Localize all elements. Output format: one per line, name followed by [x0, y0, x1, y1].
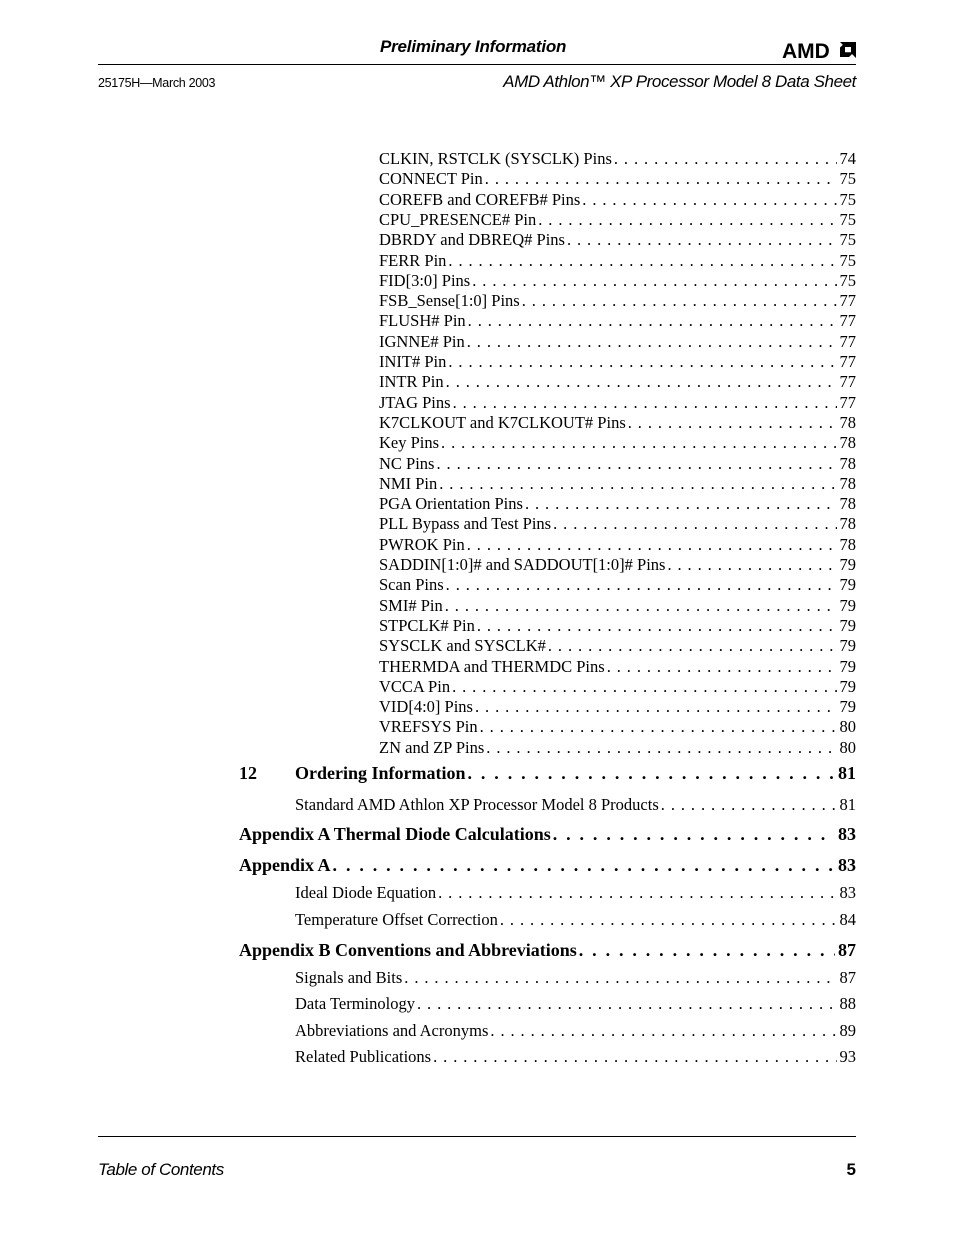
toc-entry[interactable]: [295, 1021, 856, 1041]
dot-leader: [468, 311, 837, 331]
toc-page-number: 79: [839, 575, 856, 595]
toc-entry-text: JTAG Pins: [379, 392, 451, 412]
toc-entry[interactable]: [379, 230, 856, 250]
toc-entry[interactable]: [379, 474, 856, 494]
toc-page-number: 79: [839, 555, 856, 574]
toc-page-number: 78: [839, 534, 856, 554]
dot-leader: [522, 291, 837, 311]
toc-entry[interactable]: [379, 352, 856, 372]
toc-entry[interactable]: [295, 910, 856, 930]
toc-chapter-title: Ordering Information: [295, 763, 466, 783]
toc-entry[interactable]: [379, 535, 856, 555]
toc-entry-text: Appendix A: [239, 855, 331, 875]
toc-entry-text: Appendix B Conventions and Abbreviations: [239, 940, 577, 960]
toc-entry-text: FID[3:0] Pins: [379, 270, 471, 290]
toc-page-number: 81: [838, 763, 856, 783]
toc-chapter[interactable]: [239, 762, 856, 784]
dot-leader: [548, 636, 837, 656]
toc-entry[interactable]: [379, 596, 856, 616]
toc-entry-text: CONNECT Pin: [379, 169, 483, 189]
toc-entry[interactable]: [379, 210, 856, 230]
toc-entry[interactable]: [379, 454, 856, 474]
toc-entry[interactable]: [379, 291, 856, 311]
toc-entry[interactable]: [295, 994, 856, 1014]
toc-page-number: 89: [839, 1020, 856, 1040]
toc-entry-text: SYSCLK and SYSCLK#: [379, 636, 546, 656]
footer-rule: [98, 1136, 856, 1137]
toc-entry[interactable]: [379, 677, 856, 697]
toc-page-number: 79: [839, 636, 856, 656]
dot-leader: [453, 393, 837, 413]
toc-entry-text: Temperature Offset Correction: [295, 910, 498, 929]
toc-entry-text: CPU_PRESENCE# Pin: [379, 209, 537, 229]
svg-text:AMD: AMD: [782, 40, 830, 60]
toc-entry-text: FERR Pin: [379, 250, 447, 270]
dot-leader: [582, 190, 836, 210]
toc-entry-text: Abbreviations and Acronyms: [295, 1020, 489, 1040]
dot-leader: [333, 854, 835, 876]
toc-entry-text: DBRDY and DBREQ# Pins: [379, 230, 565, 250]
toc-entry-text: Scan Pins: [379, 575, 444, 595]
dot-leader: [477, 616, 837, 636]
toc-page-number: 79: [839, 656, 856, 676]
toc-entry[interactable]: [379, 311, 856, 331]
toc-entry-text: VREFSYS Pin: [379, 717, 478, 737]
dot-leader: [661, 795, 837, 815]
dot-leader: [525, 494, 837, 514]
toc-page-number: 77: [839, 392, 856, 412]
dot-leader: [500, 910, 837, 930]
toc-page-number: 75: [839, 189, 856, 209]
toc-entry[interactable]: [295, 968, 856, 988]
toc-page-number: 78: [839, 412, 856, 432]
dot-leader: [485, 169, 837, 189]
toc-entry-text: K7CLKOUT and K7CLKOUT# Pins: [379, 412, 626, 432]
toc-page-number: 77: [839, 352, 856, 371]
toc-entry-text: Ideal Diode Equation: [295, 883, 437, 902]
toc-entry-text: STPCLK# Pin: [379, 615, 475, 635]
toc-entry-text: FLUSH# Pin: [379, 311, 466, 331]
dot-leader: [468, 762, 836, 784]
toc-entry[interactable]: [379, 433, 856, 453]
dot-leader: [538, 210, 836, 230]
dot-leader: [417, 994, 837, 1014]
dot-leader: [490, 1021, 836, 1041]
toc-entry[interactable]: [379, 190, 856, 210]
toc-entry[interactable]: [295, 1047, 856, 1067]
dot-leader: [553, 823, 835, 845]
toc-appendix[interactable]: [239, 854, 856, 876]
toc-entry[interactable]: [379, 393, 856, 413]
dot-leader: [614, 149, 837, 169]
toc-entry-text: INIT# Pin: [379, 352, 447, 371]
document-title: AMD Athlon™ XP Processor Model 8 Data Sheet: [503, 72, 856, 91]
toc-page-number: 78: [839, 494, 856, 514]
dot-leader: [467, 535, 837, 555]
toc-page-number: 77: [839, 291, 856, 311]
dot-leader: [480, 717, 837, 737]
toc-entry-text: PLL Bypass and Test Pins: [379, 514, 552, 534]
toc-entry[interactable]: [379, 636, 856, 656]
dot-leader: [445, 596, 837, 616]
preliminary-label: Preliminary Information: [380, 37, 567, 56]
toc-entry-text: FSB_Sense[1:0] Pins: [379, 291, 520, 311]
toc-entry[interactable]: [379, 149, 856, 169]
toc-entry-text: SADDIN[1:0]# and SADDOUT[1:0]# Pins: [379, 555, 666, 574]
toc-entry-text: CLKIN, RSTCLK (SYSCLK) Pins: [379, 149, 612, 168]
amd-logo: [782, 40, 857, 60]
toc-entry[interactable]: [379, 271, 856, 291]
toc-entry-text: Key Pins: [379, 433, 440, 453]
toc-page-number: 79: [839, 697, 856, 717]
toc-entry-text: Appendix A Thermal Diode Calculations: [239, 824, 551, 844]
toc-page-number: 81: [839, 795, 856, 814]
toc-entry[interactable]: [295, 795, 856, 815]
dot-leader: [486, 738, 836, 758]
toc-entry[interactable]: [379, 575, 856, 595]
dot-leader: [452, 677, 836, 697]
toc-page-number: 80: [839, 717, 856, 737]
toc-page-number: 79: [839, 676, 856, 696]
toc-entry-text: VID[4:0] Pins: [379, 697, 473, 717]
toc-page-number: 77: [839, 372, 856, 392]
toc-page-number: 78: [839, 514, 856, 534]
footer-section-title: Table of Contents: [98, 1160, 224, 1179]
toc-page-number: 83: [838, 855, 856, 875]
dot-leader: [607, 657, 837, 677]
toc-entry-text: ZN and ZP Pins: [379, 737, 485, 757]
toc-entry[interactable]: [379, 717, 856, 737]
toc-entry-text: IGNNE# Pin: [379, 331, 465, 351]
toc-entry-text: NC Pins: [379, 453, 435, 473]
toc-chapter-number: 12: [239, 763, 257, 783]
toc-entry-text: NMI Pin: [379, 473, 438, 493]
toc-entry-text: INTR Pin: [379, 372, 444, 392]
toc-entry[interactable]: [379, 251, 856, 271]
toc-page-number: 83: [838, 824, 856, 844]
dot-leader: [448, 251, 836, 271]
toc-page-number: 88: [839, 994, 856, 1014]
dot-leader: [448, 352, 836, 372]
dot-leader: [439, 474, 836, 494]
dot-leader: [438, 883, 836, 903]
toc-entry-text: [239, 762, 468, 784]
toc-entry-text: Standard AMD Athlon XP Processor Model 8 Products: [295, 795, 659, 814]
toc-entry[interactable]: [379, 738, 856, 758]
toc-page-number: 75: [839, 230, 856, 250]
toc-entry-text: Signals and Bits: [295, 968, 403, 987]
dot-leader: [475, 697, 837, 717]
toc-entry[interactable]: [379, 413, 856, 433]
toc-page-number: 77: [839, 311, 856, 331]
toc-page-number: 78: [839, 473, 856, 493]
toc-page-number: 77: [839, 331, 856, 351]
toc-page-number: 79: [839, 595, 856, 615]
toc-page-number: 84: [839, 910, 856, 929]
toc-page-number: 75: [839, 270, 856, 290]
dot-leader: [433, 1047, 836, 1067]
toc-page-number: 75: [839, 169, 856, 189]
toc-entry[interactable]: [379, 494, 856, 514]
dot-leader: [567, 230, 837, 250]
toc-entry[interactable]: [379, 169, 856, 189]
toc-appendix[interactable]: [239, 939, 856, 961]
toc-page-number: 87: [838, 940, 856, 960]
toc-entry-text: VCCA Pin: [379, 676, 451, 696]
dot-leader: [436, 454, 836, 474]
toc-entry-text: COREFB and COREFB# Pins: [379, 189, 581, 209]
toc-entry[interactable]: [295, 883, 856, 903]
dot-leader: [628, 413, 837, 433]
toc-page-number: 79: [839, 615, 856, 635]
toc-entry-text: Related Publications: [295, 1046, 432, 1066]
dot-leader: [404, 968, 836, 988]
toc-entry-text: SMI# Pin: [379, 595, 443, 615]
toc-entry-text: PGA Orientation Pins: [379, 494, 523, 514]
toc-page-number: 74: [839, 149, 856, 168]
toc-entry[interactable]: [379, 697, 856, 717]
toc-page-number: 83: [839, 883, 856, 902]
dot-leader: [441, 433, 836, 453]
toc-entry-text: THERMDA and THERMDC Pins: [379, 656, 605, 676]
toc-entry[interactable]: [379, 332, 856, 352]
toc-page-number: 87: [839, 968, 856, 987]
toc-entry[interactable]: [379, 657, 856, 677]
dot-leader: [472, 271, 836, 291]
toc-page-number: 78: [839, 453, 856, 473]
toc-page-number: 78: [839, 433, 856, 453]
toc-entry[interactable]: [379, 514, 856, 534]
dot-leader: [553, 514, 836, 534]
toc-page-number: 93: [839, 1046, 856, 1066]
header-rule: [98, 64, 856, 65]
toc-appendix[interactable]: [239, 823, 856, 845]
document-id: 25175H—March 2003: [98, 76, 216, 90]
dot-leader: [579, 939, 835, 961]
toc-page-number: 75: [839, 250, 856, 270]
toc-entry[interactable]: [379, 616, 856, 636]
toc-entry[interactable]: [379, 372, 856, 392]
dot-leader: [467, 332, 837, 352]
dot-leader: [446, 372, 837, 392]
toc-entry[interactable]: [379, 555, 856, 575]
toc-entry-text: Data Terminology: [295, 994, 415, 1014]
toc-entry-text: PWROK Pin: [379, 534, 465, 554]
dot-leader: [667, 555, 836, 575]
toc-page-number: 75: [839, 209, 856, 229]
dot-leader: [446, 575, 837, 595]
page-number: 5: [846, 1160, 856, 1179]
toc-page-number: 80: [839, 737, 856, 757]
